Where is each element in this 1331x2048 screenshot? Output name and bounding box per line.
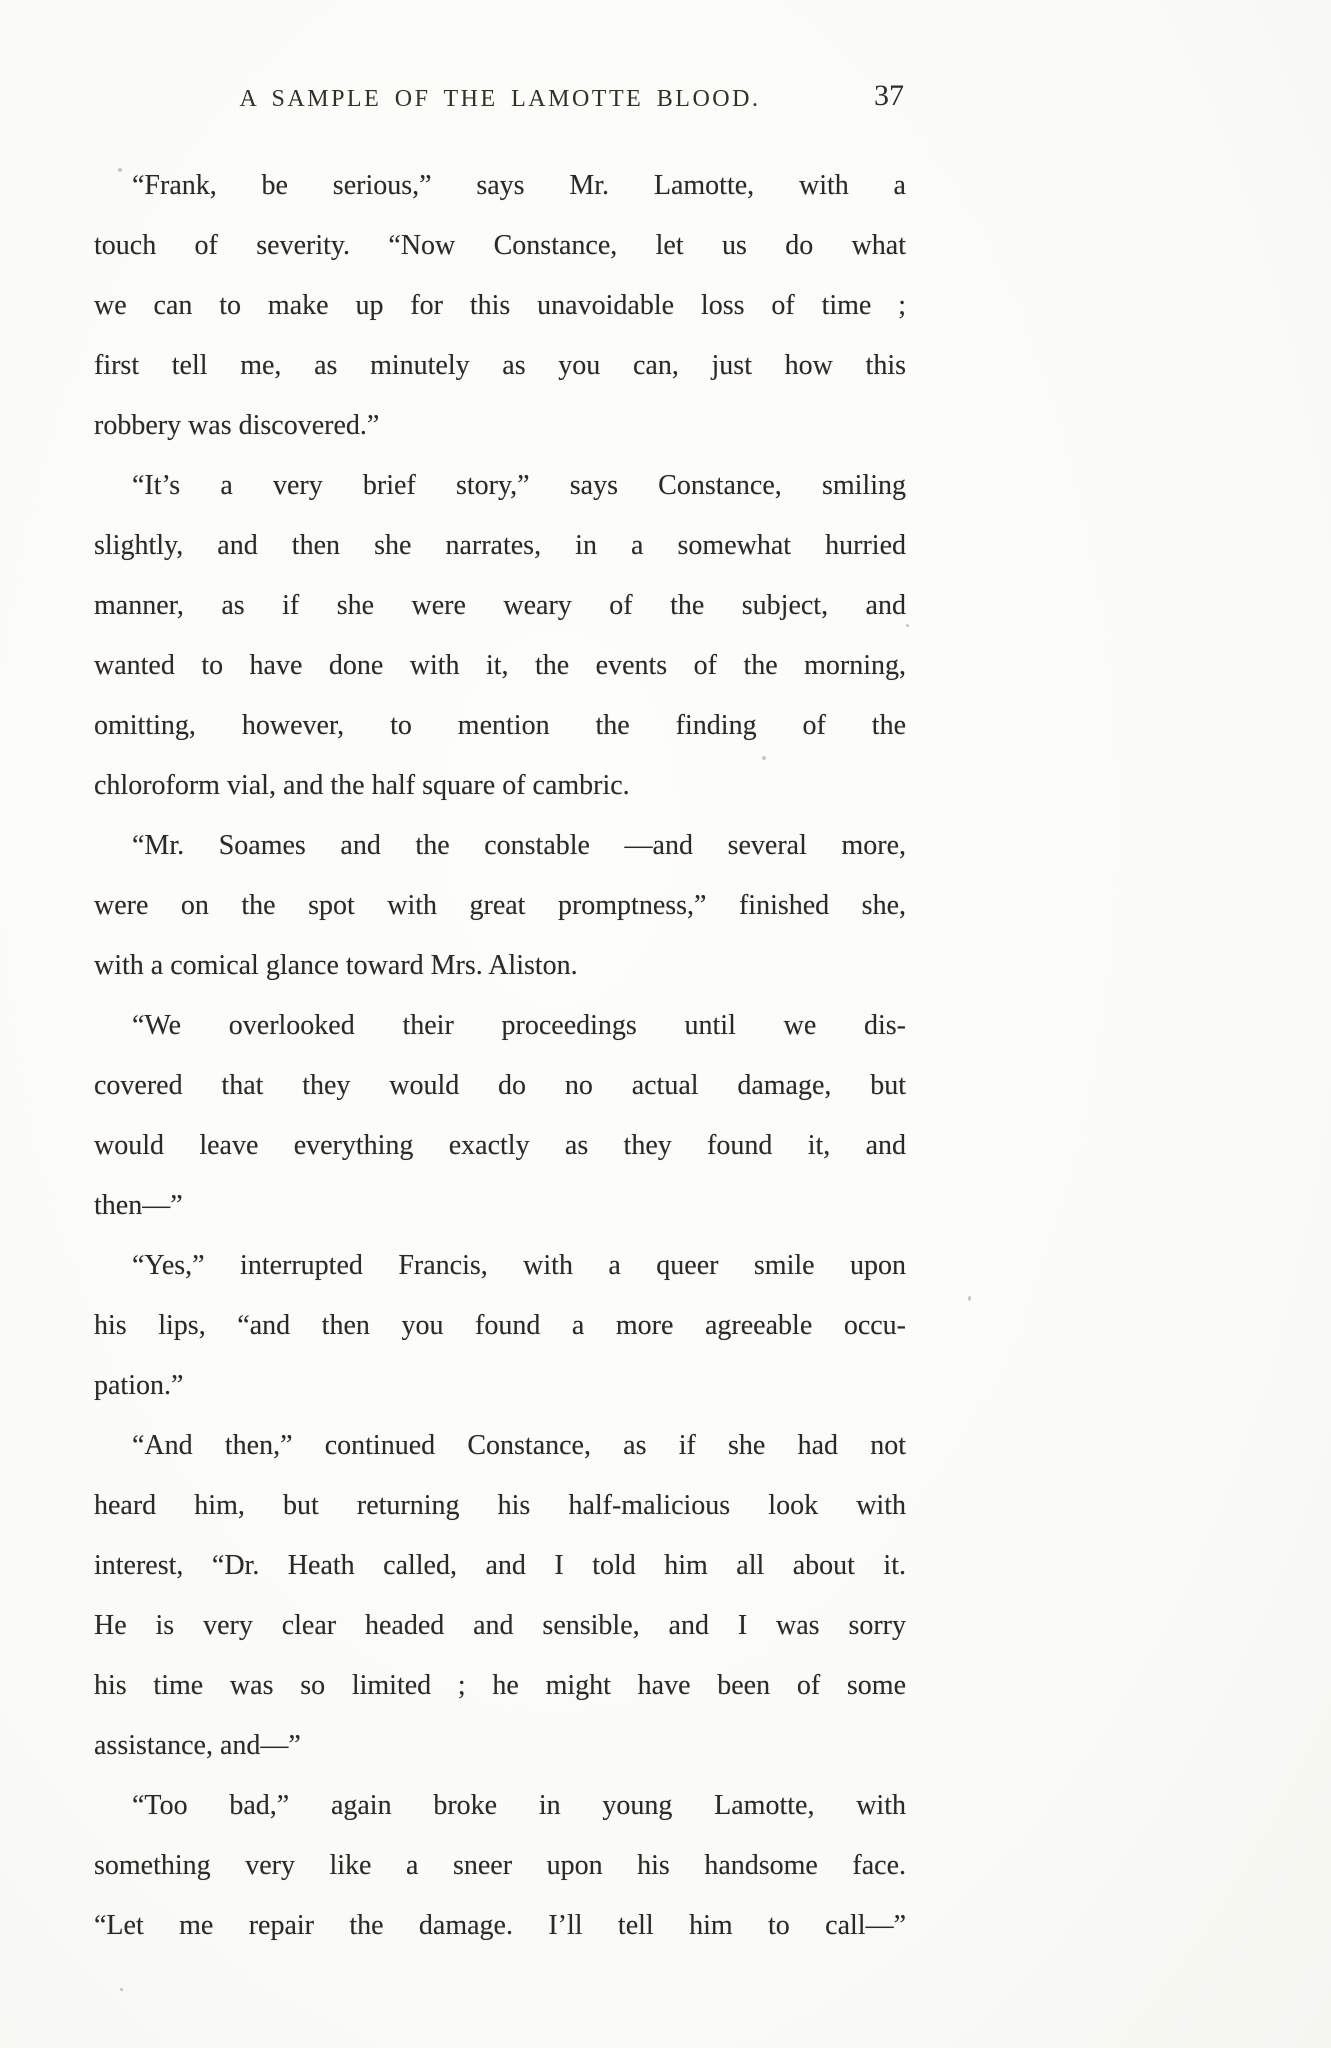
text-line: would leave everything exactly as they found it, and [94,1130,906,1161]
text-line: something very like a sneer upon his handsome face. [94,1850,906,1881]
text-line: “Yes,” interrupted Francis, with a queer smile upon [132,1250,906,1281]
text-line: his lips, “and then you found a more agreeable occu- [94,1310,906,1341]
text-line: robbery was discovered.” [94,410,380,441]
text-line: “Mr. Soames and the constable —and several more, [132,830,906,861]
text-line: we can to make up for this unavoidable loss of time ; [94,290,906,321]
text-line: “Let me repair the damage. I’ll tell him to call—” [94,1910,906,1941]
text-line: chloroform vial, and the half square of cambric. [94,770,630,801]
page-header [94,79,906,116]
text-line: covered that they would do no actual damage, but [94,1070,906,1101]
paragraph [94,1236,906,1416]
text-line: pation.” [94,1370,184,1401]
scan-speckle [906,624,909,627]
text-line: heard him, but returning his half-malicious look with [94,1490,906,1521]
text-line: his time was so limited ; he might have been of some [94,1670,906,1701]
running-head: A SAMPLE OF THE LAMOTTE BLOOD. [239,86,761,112]
text-line: assistance, and—” [94,1730,301,1761]
paragraph [94,996,906,1236]
paragraph [94,156,906,456]
text-line: omitting, however, to mention the finding of the [94,710,906,741]
text-line: were on the spot with great promptness,” finished she, [94,890,906,921]
text-line: touch of severity. “Now Constance, let us do what [94,230,906,261]
text-line: with a comical glance toward Mrs. Aliston. [94,950,578,981]
paragraph [94,816,906,996]
text-line: interest, “Dr. Heath called, and I told him all about it. [94,1550,906,1581]
text-line: “And then,” continued Constance, as if she had not [132,1430,906,1461]
text-line: “Too bad,” again broke in young Lamotte, with [132,1790,906,1821]
text-line: “It’s a very brief story,” says Constance, smiling [132,470,906,501]
text-line: slightly, and then she narrates, in a somewhat hurried [94,530,906,561]
scan-speckle [968,1296,971,1301]
text-line: then—” [94,1190,183,1221]
text-line: manner, as if she were weary of the subject, and [94,590,906,621]
page-number: 37 [874,79,904,112]
paragraph [94,1776,906,1956]
text-line: first tell me, as minutely as you can, just how this [94,350,906,381]
scan-speckle [120,1988,123,1991]
text-line: He is very clear headed and sensible, and I was sorry [94,1610,906,1641]
text-line: “We overlooked their proceedings until we dis- [132,1010,906,1041]
text-line: wanted to have done with it, the events of the morning, [94,650,906,681]
paragraph [94,456,906,816]
text-block [94,79,906,1956]
text-line: “Frank, be serious,” says Mr. Lamotte, with a [132,170,906,201]
paragraph [94,1416,906,1776]
